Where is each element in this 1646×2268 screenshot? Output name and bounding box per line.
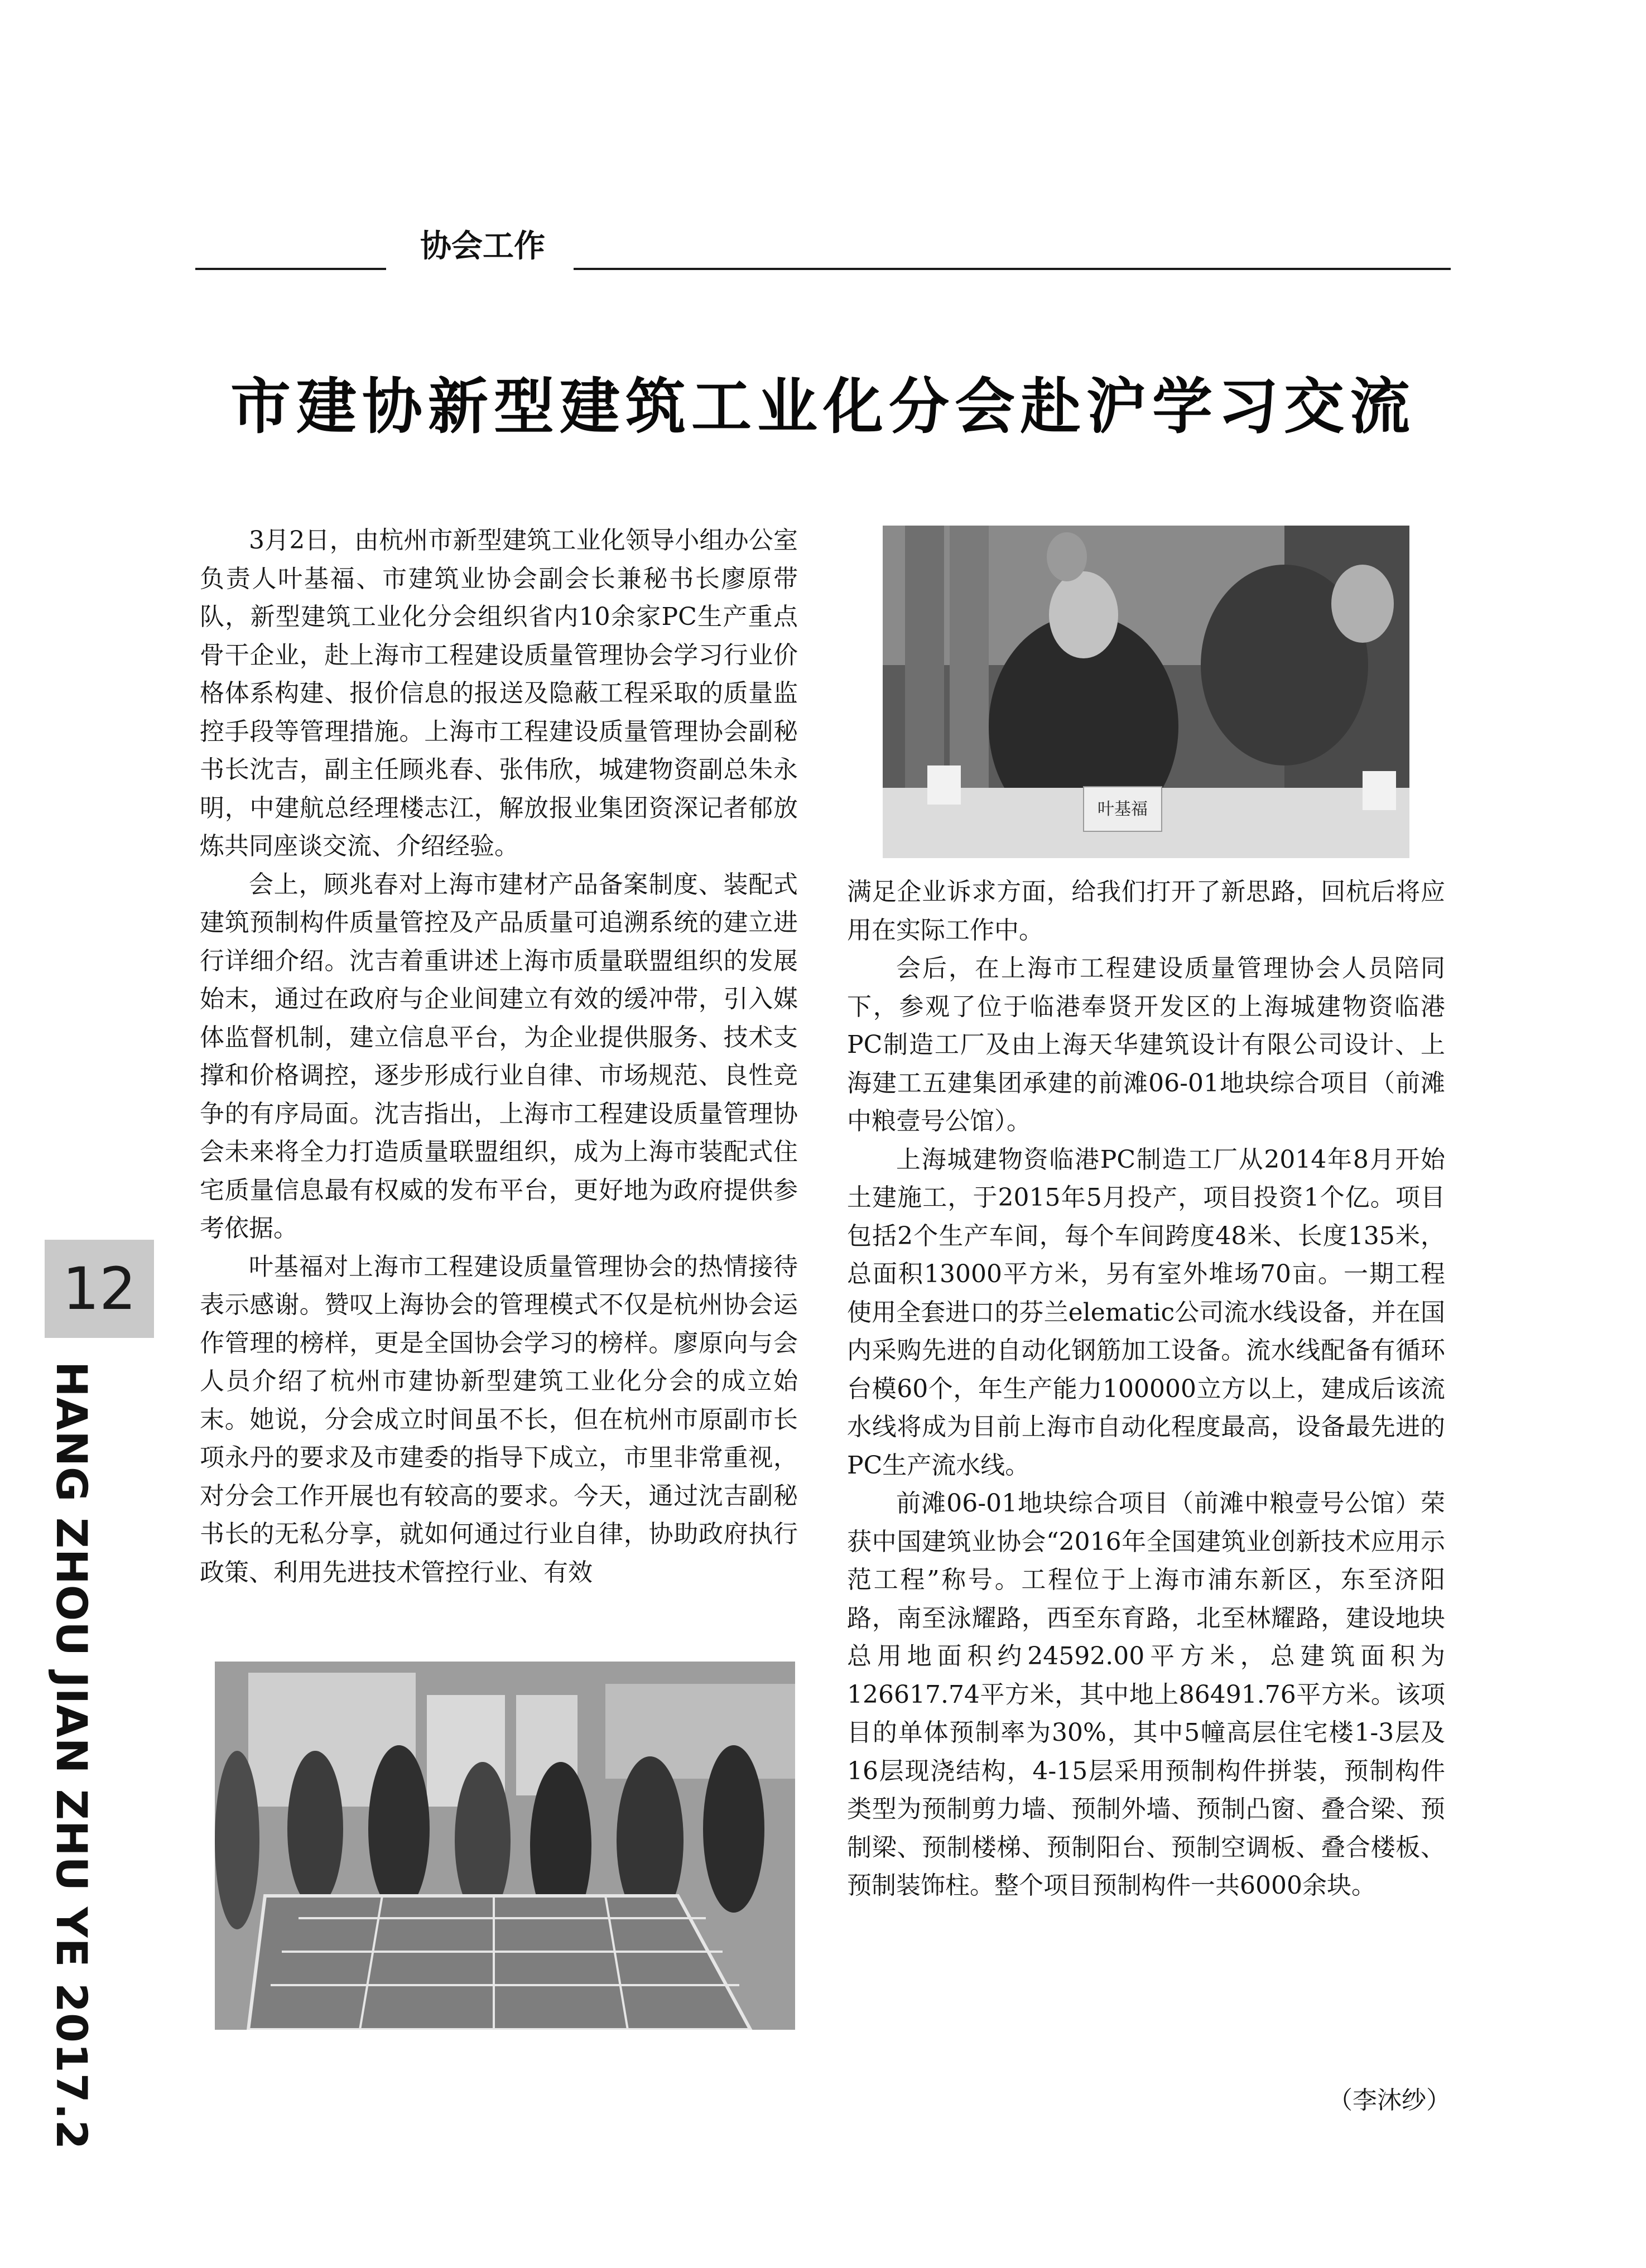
paragraph: 上海城建物资临港PC制造工厂从2014年8月开始土建施工，于2015年5月投产，项目投资1个亿。项目包括2个生产车间，每个车间跨度48米、长度135米，总面积13000平方米，另有室外堆场70亩。一期工程使用全套进口的芬兰elematic公司流水线设备，并在国内采购先进的自动化钢筋加工设备。流水线配备有循环台模60个，年生产能力100000立方以上，建成后该流水线将成为目前上海市自动化程度最高，设备最先进的PC生产流水线。 — [847, 1145, 1445, 1480]
paragraph: 会上，顾兆春对上海市建材产品备案制度、装配式建筑预制构件质量管控及产品质量可追溯系统的建立进行详细介绍。沈吉着重讲述上海市质量联盟组织的发展始末，通过在政府与企业间建立有效的缓冲带，引入媒体监督机制，建立信息平台，为企业提供服务、技术支撑和价格调控，逐步形成行业自律、市场规范、良性竞争的有序局面。沈吉指出，上海市工程建设质量管理协会未来将全力打造质量联盟组织，成为上海市装配式住宅质量信息最有权威的发布平台，更好地为政府提供参考依据。 — [200, 870, 798, 1243]
header-rule-right — [574, 268, 1451, 270]
page-number: 12 — [62, 1255, 137, 1323]
left-column — [200, 522, 798, 1660]
magazine-issue-label: HANG ZHOU JIAN ZHU YE 2017.2 — [47, 1361, 97, 2150]
right-column — [847, 873, 1445, 1956]
article-title: 市建协新型建筑工业化分会赴沪学习交流 — [230, 372, 1416, 442]
paragraph: 前滩06-01地块综合项目（前滩中粮壹号公馆）荣获中国建筑业协会“2016年全国建筑业创新技术应用示范工程”称号。工程位于上海市浦东新区，东至济阳路，南至泳耀路，西至东育路，北至林耀路，建设地块总用地面积约24592.00平方米，总建筑面积为126617.74平方米，其中地上86491.76平方米。该项目的单体预制率为30%，其中5幢高层住宅楼1-3层及16层现浇结构，4-15层采用预制构件拼装，预制构件类型为预制剪力墙、预制外墙、预制凸窗、叠合梁、预制梁、预制楼梯、预制阳台、预制空调板、叠合楼板、预制装饰柱。整个项目预制构件一共6000余块。 — [847, 1489, 1445, 1900]
nameplate-text: 叶基福 — [1098, 800, 1148, 819]
factory-visit-photo-image — [215, 1662, 795, 2030]
header-rule-left — [195, 268, 386, 270]
article-author: （李沐纱） — [1328, 2086, 1451, 2115]
factory-visit-photo — [215, 1662, 795, 2030]
paragraph: 3月2日，由杭州市新型建筑工业化领导小组办公室负责人叶基福、市建筑业协会副会长兼秘书长廖原带队，新型建筑工业化分会组织省内10余家PC生产重点骨干企业，赴上海市工程建设质量管理协会学习行业价格体系构建、报价信息的报送及隐蔽工程采取的质量监控手段等管理措施。上海市工程建设质量管理协会副秘书长沈吉，副主任顾兆春、张伟欣，城建物资副总朱永明，中建航总经理楼志江，解放报业集团资深记者郁放炼共同座谈交流、介绍经验。 — [200, 526, 798, 860]
paragraph: 会后，在上海市工程建设质量管理协会人员陪同下，参观了位于临港奉贤开发区的上海城建物资临港PC制造工厂及由上海天华建筑设计有限公司设计、上海建工五建集团承建的前滩06-01地块综合项目（前滩中粮壹号公馆）。 — [847, 954, 1445, 1135]
paragraph: 满足企业诉求方面，给我们打开了新思路，回杭后将应用在实际工作中。 — [847, 878, 1445, 945]
section-label: 协会工作 — [420, 228, 545, 264]
meeting-photo-image — [883, 526, 1409, 858]
meeting-photo — [883, 526, 1409, 858]
paragraph: 叶基福对上海市工程建设质量管理协会的热情接待表示感谢。赞叹上海协会的管理模式不仅是杭州协会运作管理的榜样，更是全国协会学习的榜样。廖原向与会人员介绍了杭州市建协新型建筑工业化分会的成立始末。她说，分会成立时间虽不长，但在杭州市原副市长项永丹的要求及市建委的指导下成立，市里非常重视，对分会工作开展也有较高的要求。今天，通过沈吉副秘书长的无私分享，就如何通过行业自律，协助政府执行政策、利用先进技术管控行业、有效 — [200, 1252, 798, 1587]
